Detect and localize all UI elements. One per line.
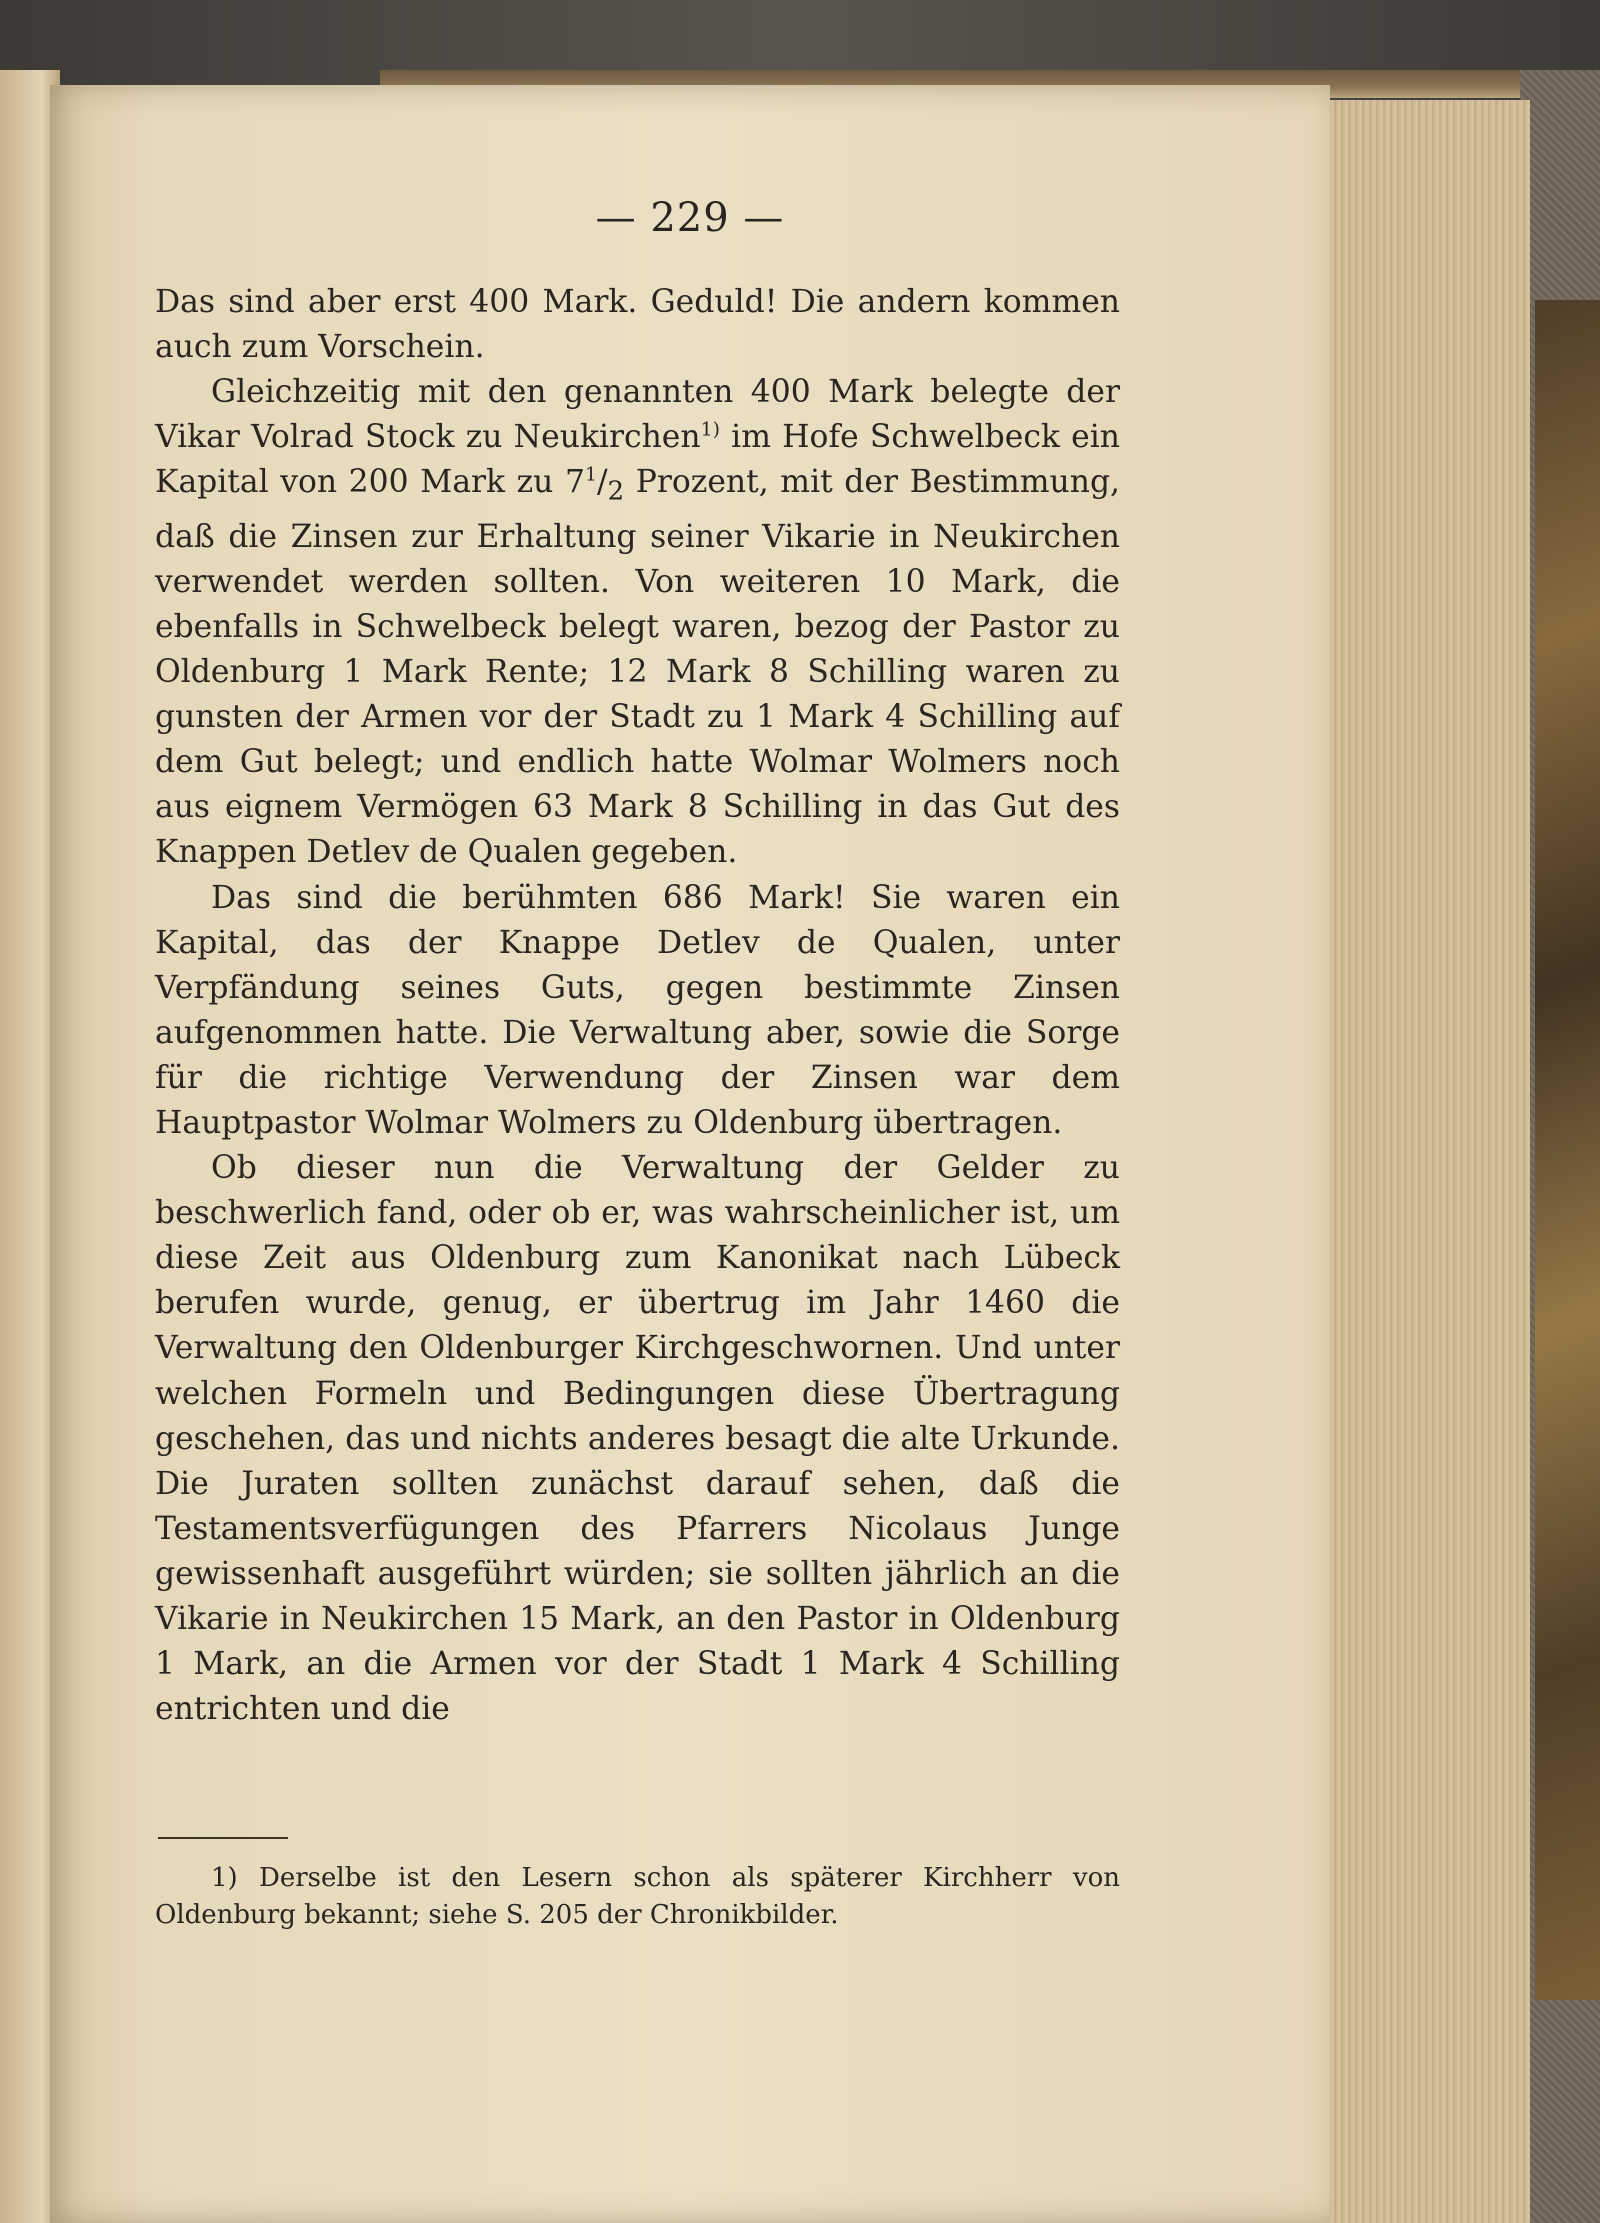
footnote-text: Derselbe ist den Lesern schon als späterer Kirchherr von Oldenburg bekannt; siehe S. 205 der Chronikbilder. [155,1863,1120,1930]
page-number: — 229 — [595,195,785,241]
fraction-slash: / [596,464,608,501]
book-page [50,85,1330,2223]
footnote [155,1860,1120,1934]
footnote-divider [158,1837,288,1839]
fraction-denominator: 2 [607,476,625,507]
footnote-marker: 1) [211,1863,238,1893]
paragraph-2-part-1: Gleichzeitig mit den genannten 400 Mark belegte der Vikar Volrad Stock zu Neukirchen [155,374,1120,456]
paragraph-1: Das sind aber erst 400 Mark. Geduld! Die andern kommen auch zum Vorschein. [155,284,1120,366]
paragraph-3: Das sind die berühmten 686 Mark! Sie waren ein Kapital, das der Knappe Detlev de Qualen, unter Verpfändung seines Guts, gegen bestimmte Zinsen aufgenommen hatte. Die Verwaltung aber, sowie die Sorge für die richtige Verwendung der Zinsen war dem Hauptpastor Wolmar Wolmers zu Oldenburg übertragen. [155,879,1120,1141]
paragraph-2 [155,370,1120,875]
fraction-numerator: 1 [584,464,597,486]
paragraph-2-part-2: im Hofe Schwelbeck ein Kapital von 200 Mark zu 7 [155,419,1120,501]
marbled-endpaper [1535,300,1600,2000]
footnote-reference: 1) [700,419,720,441]
page-stack-edges [1330,100,1530,2223]
paragraph-4: Ob dieser nun die Verwaltung der Gelder zu beschwerlich fand, oder ob er, was wahrscheinlicher ist, um diese Zeit aus Oldenburg zum Kanonikat nach Lübeck berufen wurde, genug, er übertrug im Jahr 1460 die Verwaltung den Oldenburger Kirchgeschwornen. Und unter welchen Formeln und Bedingungen diese Übertragung geschehen, das und nichts anderes besagt die alte Urkunde. Die Juraten sollten zunächst darauf sehen, daß die Testamentsverfügungen des Pfarrers Nicolaus Junge gewissenhaft ausgeführt würden; sie sollten jährlich an die Vikarie in Neukirchen 15 Mark, an den Pastor in Oldenburg 1 Mark, an die Armen vor der Stadt 1 Mark 4 Schilling entrichten und die [155,1150,1120,1728]
body-text [155,280,1120,1732]
paragraph-2-part-3: Prozent, mit der Bestimmung, daß die Zinsen zur Erhaltung seiner Vikarie in Neukirchen verwendet werden sollten. Von weiteren 10 Mark, die ebenfalls in Schwelbeck belegt waren, bezog der Pastor zu Oldenburg 1 Mark Rente; 12 Mark 8 Schilling waren zu gunsten der Armen vor der Stadt zu 1 Mark 4 Schilling auf dem Gut belegt; und endlich hatte Wolmar Wolmers noch aus eignem Vermögen 63 Mark 8 Schilling in das Gut des Knappen Detlev de Qualen gegeben. [155,464,1121,871]
